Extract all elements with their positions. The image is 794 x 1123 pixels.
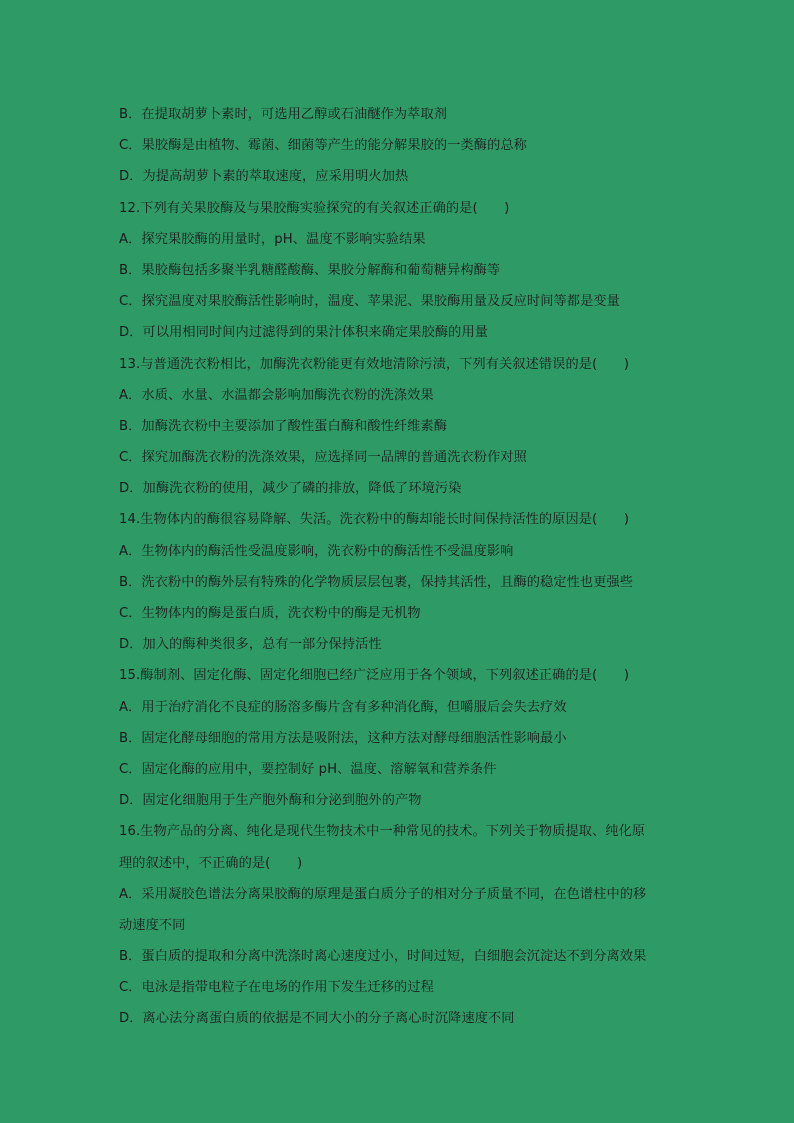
- option-d-line: D．为提高胡萝卜素的萃取速度，应采用明火加热: [119, 169, 409, 185]
- option-c-line: C．果胶酶是由植物、霉菌、细菌等产生的能分解果胶的一类酶的总称: [119, 138, 527, 154]
- option-c-line: C．探究温度对果胶酶活性影响时，温度、苹果泥、果胶酶用量及反应时间等都是变量: [119, 294, 620, 310]
- option-b-line: B．在提取胡萝卜素时，可选用乙醇或石油醚作为萃取剂: [119, 107, 448, 122]
- option-b-line: B．固定化酵母细胞的常用方法是吸附法，这种方法对酵母细胞活性影响最小: [119, 730, 567, 746]
- question-14-stem: 14.生物体内的酶很容易降解、失活。洗衣粉中的酶却能长时间保持活性的原因是( ): [119, 512, 630, 528]
- option-b-line: B．加酶洗衣粉中主要添加了酸性蛋白酶和酸性纤维素酶: [119, 418, 448, 434]
- question-16-stem-continued: 理的叙述中，不正确的是( ): [119, 855, 303, 871]
- option-b-line: B．蛋白质的提取和分离中洗涤时离心速度过小，时间过短，白细胞会沉淀达不到分离效果: [119, 949, 647, 965]
- option-a-line: A．采用凝胶色谱法分离果胶酶的原理是蛋白质分子的相对分子质量不同，在色谱柱中的移: [119, 886, 647, 902]
- option-d-line: D．固定化细胞用于生产胞外酶和分泌到胞外的产物: [119, 793, 422, 809]
- question-text-block: [119, 99, 679, 1035]
- question-15-stem: 15.酶制剂、固定化酶、固定化细胞已经广泛应用于各个领域，下列叙述正确的是( ): [119, 668, 630, 684]
- option-c-line: C．固定化酶的应用中，要控制好 pH、温度、溶解氧和营养条件: [119, 761, 497, 777]
- option-c-line: C．探究加酶洗衣粉的洗涤效果，应选择同一品牌的普通洗衣粉作对照: [119, 450, 527, 466]
- option-a-line-continued: 动速度不同: [119, 917, 186, 933]
- option-b-line: B．洗衣粉中的酶外层有特殊的化学物质层层包裹，保持其活性，且酶的稳定性也更强些: [119, 574, 634, 590]
- question-13-stem: 13.与普通洗衣粉相比，加酶洗衣粉能更有效地清除污渍，下列有关叙述错误的是( ): [119, 356, 630, 372]
- option-d-line: D．离心法分离蛋白质的依据是不同大小的分子离心时沉降速度不同: [119, 1011, 515, 1027]
- option-a-line: A．探究果胶酶的用量时，pH、温度不影响实验结果: [119, 231, 426, 247]
- option-d-line: D．加入的酶种类很多，总有一部分保持活性: [119, 637, 382, 653]
- option-b-line: B．果胶酶包括多聚半乳糖醛酸酶、果胶分解酶和葡萄糖异构酶等: [119, 262, 501, 278]
- option-a-line: A．用于治疗消化不良症的肠溶多酶片含有多种消化酶，但嚼服后会失去疗效: [119, 699, 567, 715]
- question-16-stem: 16.生物产品的分离、纯化是现代生物技术中一种常见的技术。下列关于物质提取、纯化原: [119, 824, 646, 840]
- option-a-line: A．水质、水量、水温都会影响加酶洗衣粉的洗涤效果: [119, 387, 434, 403]
- question-12-stem: 12.下列有关果胶酶及与果胶酶实验探究的有关叙述正确的是( ): [119, 200, 510, 216]
- option-a-line: A．生物体内的酶活性受温度影响，洗衣粉中的酶活性不受温度影响: [119, 543, 514, 559]
- option-c-line: C．电泳是指带电粒子在电场的作用下发生迁移的过程: [119, 980, 434, 996]
- option-c-line: C．生物体内的酶是蛋白质，洗衣粉中的酶是无机物: [119, 606, 421, 621]
- option-d-line: D．可以用相同时间内过滤得到的果汁体积来确定果胶酶的用量: [119, 325, 489, 341]
- option-d-line: D．加酶洗衣粉的使用，减少了磷的排放，降低了环境污染: [119, 481, 462, 497]
